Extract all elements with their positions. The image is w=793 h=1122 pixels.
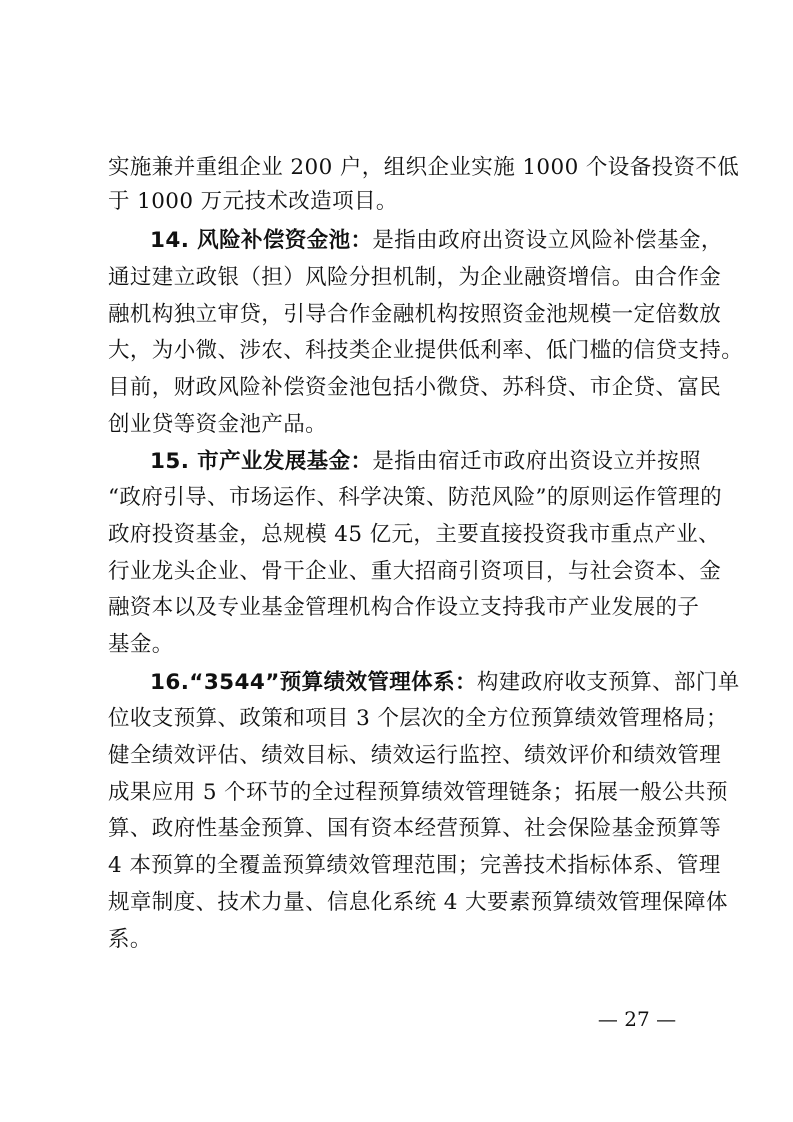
body-text-line: 行业龙头企业、骨干企业、重大招商引资项目，与社会资本、金 xyxy=(108,559,722,584)
page-number: — 27 — xyxy=(597,1007,677,1031)
body-text-line: 基金。 xyxy=(108,632,174,657)
body-text-line: 位收支预算、政策和项目 3 个层次的全方位预算绩效管理格局； xyxy=(108,706,728,731)
body-text-line: 算、政府性基金预算、国有资本经营预算、社会保险基金预算等 xyxy=(108,816,722,841)
body-text: 是指由宿迁市政府出资设立并按照 xyxy=(372,449,701,474)
body-text-line: 4 本预算的全覆盖预算绩效管理范围；完善技术指标体系、管理 xyxy=(108,853,721,878)
body-text-line: 规章制度、技术力量、信息化系统 4 大要素预算绩效管理保障体 xyxy=(108,890,728,915)
body-text-line: 通过建立政银（担）风险分担机制，为企业融资增信。由合作金 xyxy=(108,265,722,290)
body-text-line: 融机构独立审贷，引导合作金融机构按照资金池规模一定倍数放 xyxy=(108,302,722,327)
body-text-line: 政府投资基金，总规模 45 亿元，主要直接投资我市重点产业、 xyxy=(108,522,721,547)
body-text-line: 于 1000 万元技术改造项目。 xyxy=(108,189,398,214)
body-text-line: 创业贷等资金池产品。 xyxy=(108,412,328,437)
term-heading: 15. 市产业发展基金： xyxy=(150,449,373,474)
body-text-line: 健全绩效评估、绩效目标、绩效运行监控、绩效评价和绩效管理 xyxy=(108,743,722,768)
body-text-line: 系。 xyxy=(108,927,152,952)
body-text-line: 实施兼并重组企业 200 户，组织企业实施 1000 个设备投资不低 xyxy=(108,155,740,180)
body-text-line: 目前，财政风险补偿资金池包括小微贷、苏科贷、市企贷、富民 xyxy=(108,375,722,400)
body-text-line: “政府引导、市场运作、科学决策、防范风险”的原则运作管理的 xyxy=(108,485,723,510)
body-text: 是指由政府出资设立风险补偿基金， xyxy=(372,228,723,253)
term-heading: 16.“3544”预算绩效管理体系： xyxy=(150,670,477,695)
body-text-line: 成果应用 5 个环节的全过程预算绩效管理链条；拓展一般公共预 xyxy=(108,780,728,805)
definition-heading-line xyxy=(150,225,723,257)
definition-heading-line xyxy=(150,446,701,478)
body-text-line: 融资本以及专业基金管理机构合作设立支持我市产业发展的子 xyxy=(108,595,700,620)
body-text: 构建政府收支预算、部门单 xyxy=(476,670,740,695)
definition-heading-line xyxy=(150,667,740,699)
term-heading: 14. 风险补偿资金池： xyxy=(150,228,373,253)
body-text-line: 大，为小微、涉农、科技类企业提供低利率、低门槛的信贷支持。 xyxy=(108,338,744,363)
